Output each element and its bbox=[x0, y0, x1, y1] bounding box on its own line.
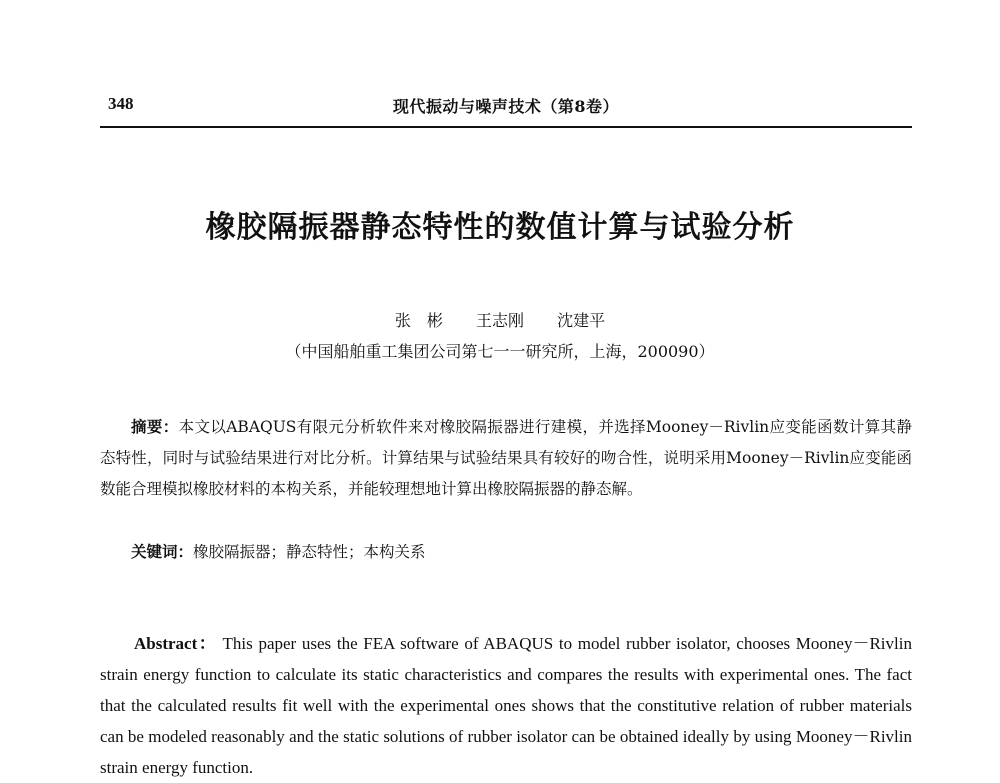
author-list bbox=[0, 308, 1000, 331]
keywords-text: 橡胶隔振器；静态特性；本构关系 bbox=[193, 543, 426, 561]
abstract-cn-text: 本文以ABAQUS有限元分析软件来对橡胶隔振器进行建模，并选择Mooney－Rivlin应变能函数计算其静态特性，同时与试验结果进行对比分析。计算结果与试验结果具有较好的吻合性，说明采用Mooney－Rivlin应变能函数能合理模拟橡胶材料的本构关系，并能较理想地计算出橡胶隔振器的静态解。 bbox=[100, 418, 912, 498]
abstract-en-text: This paper uses the FEA software of ABAQUS to model rubber isolator, chooses Mooney－Rivlin strain energy function to calculate its static characteristics and compares the results with experimental ones. The fact that the calculated results fit well with the experimental ones shows that the constitutive relation of rubber materials can be modeled reasonably and the static solutions of rubber isolator can be obtained ideally by using Mooney－Rivlin strain energy function. bbox=[100, 634, 912, 777]
paper-title: 橡胶隔振器静态特性的数值计算与试验分析 bbox=[205, 210, 795, 245]
author-2: 王志刚 bbox=[475, 311, 524, 330]
keywords-label: 关键词： bbox=[131, 542, 194, 561]
abstract-cn-label: 摘要： bbox=[131, 417, 179, 436]
running-header bbox=[100, 90, 912, 128]
author-1: 张 彬 bbox=[394, 311, 443, 330]
keywords bbox=[100, 538, 912, 566]
author-3: 沈建平 bbox=[557, 311, 606, 330]
abstract-chinese bbox=[100, 411, 912, 505]
journal-title: 现代振动与噪声技术（第8卷） bbox=[392, 97, 620, 116]
page-number: 348 bbox=[108, 94, 134, 113]
affiliation: （中国船舶重工集团公司第七一一研究所，上海，200090） bbox=[285, 342, 715, 361]
abstract-en-label: Abstract： bbox=[134, 634, 218, 653]
